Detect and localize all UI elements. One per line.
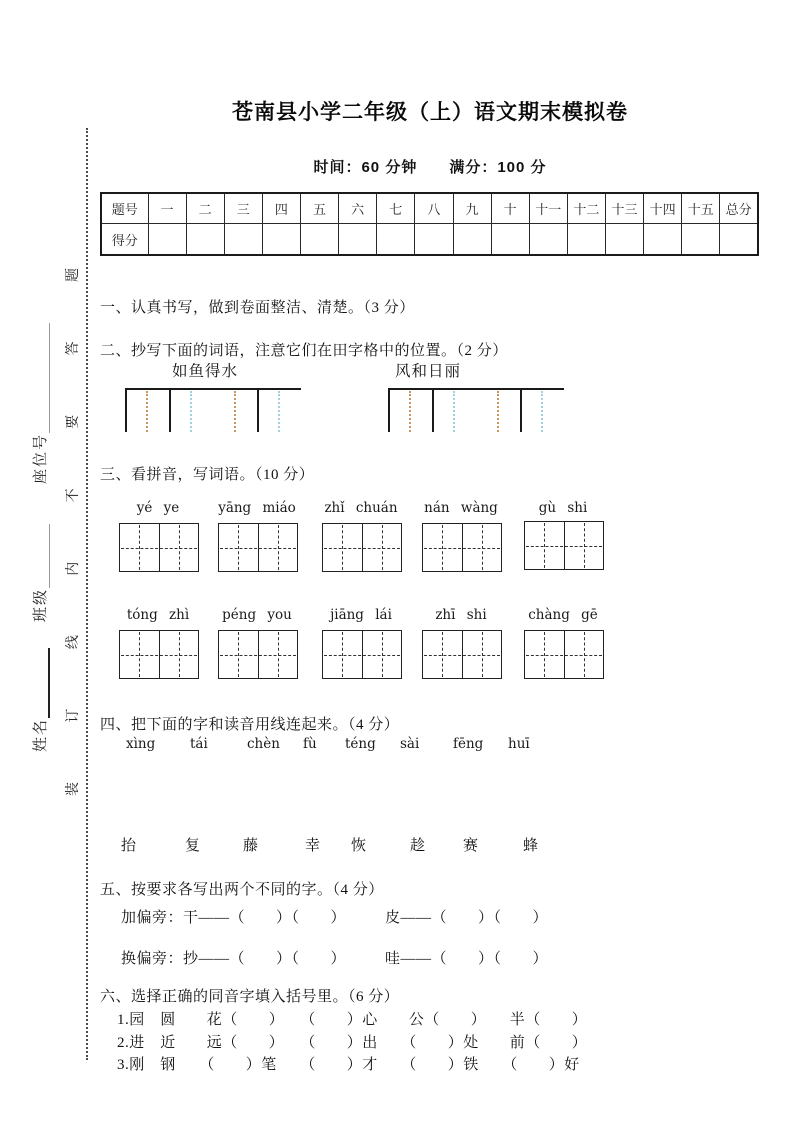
- binding-dotted-line: [86, 128, 88, 1060]
- binding-char: 订: [66, 708, 81, 723]
- class-blank: [34, 524, 50, 588]
- col-header: 一: [148, 193, 186, 224]
- question-3-text: 三、看拼音，写词语。（10 分）: [100, 467, 315, 483]
- match-char: 抬: [121, 838, 137, 854]
- pinyin-label: yāng miáo: [218, 500, 296, 516]
- match-char: 复: [185, 838, 201, 854]
- binding-char: 线: [66, 635, 81, 650]
- pinyin-label: nán wàng: [424, 500, 498, 516]
- binding-char: 答: [66, 341, 81, 356]
- pinyin-grid: [524, 521, 604, 570]
- match-char: 恢: [351, 838, 367, 854]
- pinyin-grid: [119, 523, 199, 572]
- score-cell: [224, 224, 262, 256]
- col-header: 四: [262, 193, 300, 224]
- pinyin-grid: [119, 630, 199, 679]
- pinyin-label: gù shi: [538, 500, 588, 516]
- col-header: 三: [224, 193, 262, 224]
- copy-word-2: 风和日丽: [395, 363, 462, 380]
- student-info-labels: [28, 266, 50, 752]
- score-cell: [606, 224, 644, 256]
- col-header: 六: [339, 193, 377, 224]
- name-blank: [33, 648, 50, 718]
- binding-char: 题: [66, 268, 81, 283]
- match-pinyin: tái: [190, 736, 208, 752]
- homophone-line-1: 1.园 圆 花（ ） （ ）心 公（ ） 半（ ）: [117, 1012, 588, 1028]
- pinyin-label: yé ye: [136, 500, 180, 516]
- score-cell: [186, 224, 224, 256]
- exam-meta: 时间：60 分钟 满分：100 分: [313, 159, 547, 176]
- pinyin-grid: [218, 523, 298, 572]
- match-pinyin: fù: [303, 736, 317, 752]
- question-5-text: 五、按要求各写出两个不同的字。（4 分）: [100, 882, 384, 898]
- pinyin-grid: [218, 630, 298, 679]
- change-radical-line: 换偏旁：抄——（ ）（ ） 哇——（ ）（ ）: [121, 951, 549, 967]
- col-header: 十五: [682, 193, 720, 224]
- score-cell: [415, 224, 453, 256]
- add-radical-line: 加偏旁：干——（ ）（ ） 皮——（ ）（ ）: [121, 910, 549, 926]
- col-header: 九: [453, 193, 491, 224]
- pinyin-label: péng you: [222, 607, 292, 623]
- score-cell: [453, 224, 491, 256]
- name-label: 姓名: [33, 717, 49, 752]
- col-header: 二: [186, 193, 224, 224]
- pinyin-label: chàng gē: [528, 607, 598, 623]
- score-cell: [301, 224, 339, 256]
- score-cell: [644, 224, 682, 256]
- pinyin-grid: [524, 630, 604, 679]
- match-char: 蜂: [523, 838, 539, 854]
- binding-text: [62, 268, 85, 796]
- question-2-text: 二、抄写下面的词语，注意它们在田字格中的位置。（2 分）: [100, 343, 508, 359]
- match-char: 幸: [305, 838, 321, 854]
- binding-char: 内: [66, 561, 81, 576]
- question-number-label: 题号: [101, 193, 148, 224]
- pinyin-grid: [322, 523, 402, 572]
- col-header: 十三: [606, 193, 644, 224]
- col-header: 七: [377, 193, 415, 224]
- match-pinyin: huī: [508, 736, 530, 752]
- seat-number-label: 座位号: [33, 432, 49, 484]
- score-cell: [720, 224, 758, 256]
- score-table: [100, 192, 759, 256]
- page-title: 苍南县小学二年级（上）语文期末模拟卷: [232, 101, 628, 124]
- match-char: 赛: [463, 838, 479, 854]
- seat-number-blank: [34, 323, 50, 433]
- pinyin-label: jiāng lái: [330, 607, 392, 623]
- pinyin-label: tóng zhì: [126, 607, 190, 623]
- pinyin-grid: [422, 630, 502, 679]
- binding-char: 不: [66, 488, 81, 503]
- binding-char: 装: [66, 782, 81, 796]
- score-cell: [529, 224, 567, 256]
- question-4-text: 四、把下面的字和读音用线连起来。（4 分）: [100, 717, 400, 733]
- class-label: 班级: [33, 587, 49, 622]
- pinyin-grid: [322, 630, 402, 679]
- pinyin-label: zhǐ chuán: [324, 500, 398, 516]
- match-pinyin: sài: [400, 736, 420, 752]
- binding-char: 要: [66, 414, 81, 429]
- match-pinyin: chèn: [247, 736, 280, 752]
- tianzige-grid: [388, 388, 564, 432]
- match-pinyin: téng: [345, 736, 376, 752]
- score-cell: [339, 224, 377, 256]
- copy-word-1: 如鱼得水: [172, 363, 239, 380]
- score-cell: [682, 224, 720, 256]
- score-cell: [377, 224, 415, 256]
- match-char: 藤: [243, 838, 259, 854]
- col-header: 十一: [529, 193, 567, 224]
- score-cell: [567, 224, 605, 256]
- col-header: 五: [301, 193, 339, 224]
- col-header: 总分: [720, 193, 758, 224]
- pinyin-grid: [422, 523, 502, 572]
- homophone-line-3: 3.刚 钢 （ ）笔 （ ）才 （ ）铁 （ ）好: [117, 1057, 580, 1073]
- question-number-row: [101, 193, 758, 224]
- score-label: 得分: [101, 224, 148, 256]
- question-6-text: 六、选择正确的同音字填入括号里。（6 分）: [100, 989, 400, 1005]
- homophone-line-2: 2.进 近 远（ ） （ ）出 （ ）处 前（ ）: [117, 1035, 588, 1051]
- match-pinyin: fēng: [453, 736, 484, 752]
- match-char: 趁: [410, 838, 426, 854]
- score-cell: [262, 224, 300, 256]
- pinyin-label: zhī shi: [435, 607, 487, 623]
- match-pinyin: xìng: [126, 736, 156, 752]
- score-cell: [491, 224, 529, 256]
- col-header: 十二: [567, 193, 605, 224]
- col-header: 八: [415, 193, 453, 224]
- col-header: 十: [491, 193, 529, 224]
- tianzige-grid: [125, 388, 301, 432]
- question-1-text: 一、认真书写，做到卷面整洁、清楚。（3 分）: [100, 300, 415, 316]
- col-header: 十四: [644, 193, 682, 224]
- score-row: [101, 224, 758, 256]
- score-cell: [148, 224, 186, 256]
